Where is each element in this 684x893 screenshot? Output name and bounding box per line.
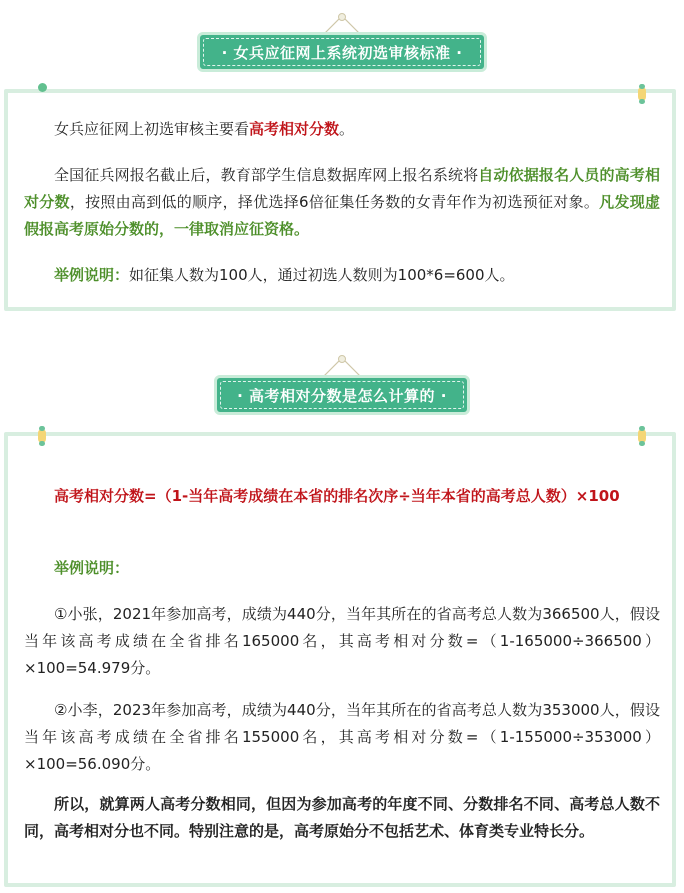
section1-title-text: · 女兵应征网上系统初选审核标准 ·	[221, 43, 463, 62]
p3-label: 举例说明：	[54, 266, 130, 284]
example-label: 举例说明：	[54, 559, 130, 577]
p1-text: 女兵应征网上初选审核主要看	[54, 120, 250, 138]
p2-text-b: ，按照由高到低的顺序，择优选择6倍征集任务数的女青年作为初选预征对象。	[69, 193, 600, 211]
section1-paragraph-3	[24, 262, 660, 289]
pin-decoration-icon	[638, 426, 646, 446]
dot-decoration-icon	[38, 83, 47, 92]
p2-text-a: 全国征兵网报名截止后，教育部学生信息数据库网上报名系统将	[54, 166, 479, 184]
section2-title-text: · 高考相对分数是怎么计算的 ·	[237, 386, 447, 405]
example-2-text: ②小李，2023年参加高考，成绩为440分，当年其所在的省高考总人数为353000人，假设当年该高考成绩在全省排名155000名，其高考相对分数=（1-155000÷353000）×100=56.090分。	[24, 701, 660, 773]
example-1-text: ①小张，2021年参加高考，成绩为440分，当年其所在的省高考总人数为366500人，假设当年该高考成绩在全省排名165000名，其高考相对分数=（1-165000÷366500）×100=54.979分。	[24, 605, 660, 677]
p1-highlight: 高考相对分数	[249, 120, 340, 138]
pin-decoration-icon	[38, 426, 46, 446]
p3-text: 如征集人数为100人，通过初选人数则为100*6=600人。	[129, 266, 515, 284]
pin-decoration-icon	[638, 84, 646, 104]
conclusion-text: 所以，就算两人高考分数相同，但因为参加高考的年度不同、分数排名不同、高考总人数不同，高考相对分也不同。特别注意的是，高考原始分不包括艺术、体育类专业特长分。	[24, 795, 660, 840]
p2-green-b: 凡发现虚假报高考原始分数的，一律取消应征资格。	[24, 193, 660, 238]
section1-paragraph-1	[24, 116, 660, 143]
p1-end: 。	[339, 120, 355, 138]
section1-paragraph-2	[24, 162, 660, 243]
p2-green-a: 自动依据报名人员的高考相对分数	[24, 166, 660, 211]
section2-title	[214, 375, 470, 415]
formula-text: 高考相对分数=（1-当年高考成绩在本省的排名次序÷当年本省的高考总人数）×100	[54, 487, 620, 505]
section1-title	[197, 32, 487, 72]
